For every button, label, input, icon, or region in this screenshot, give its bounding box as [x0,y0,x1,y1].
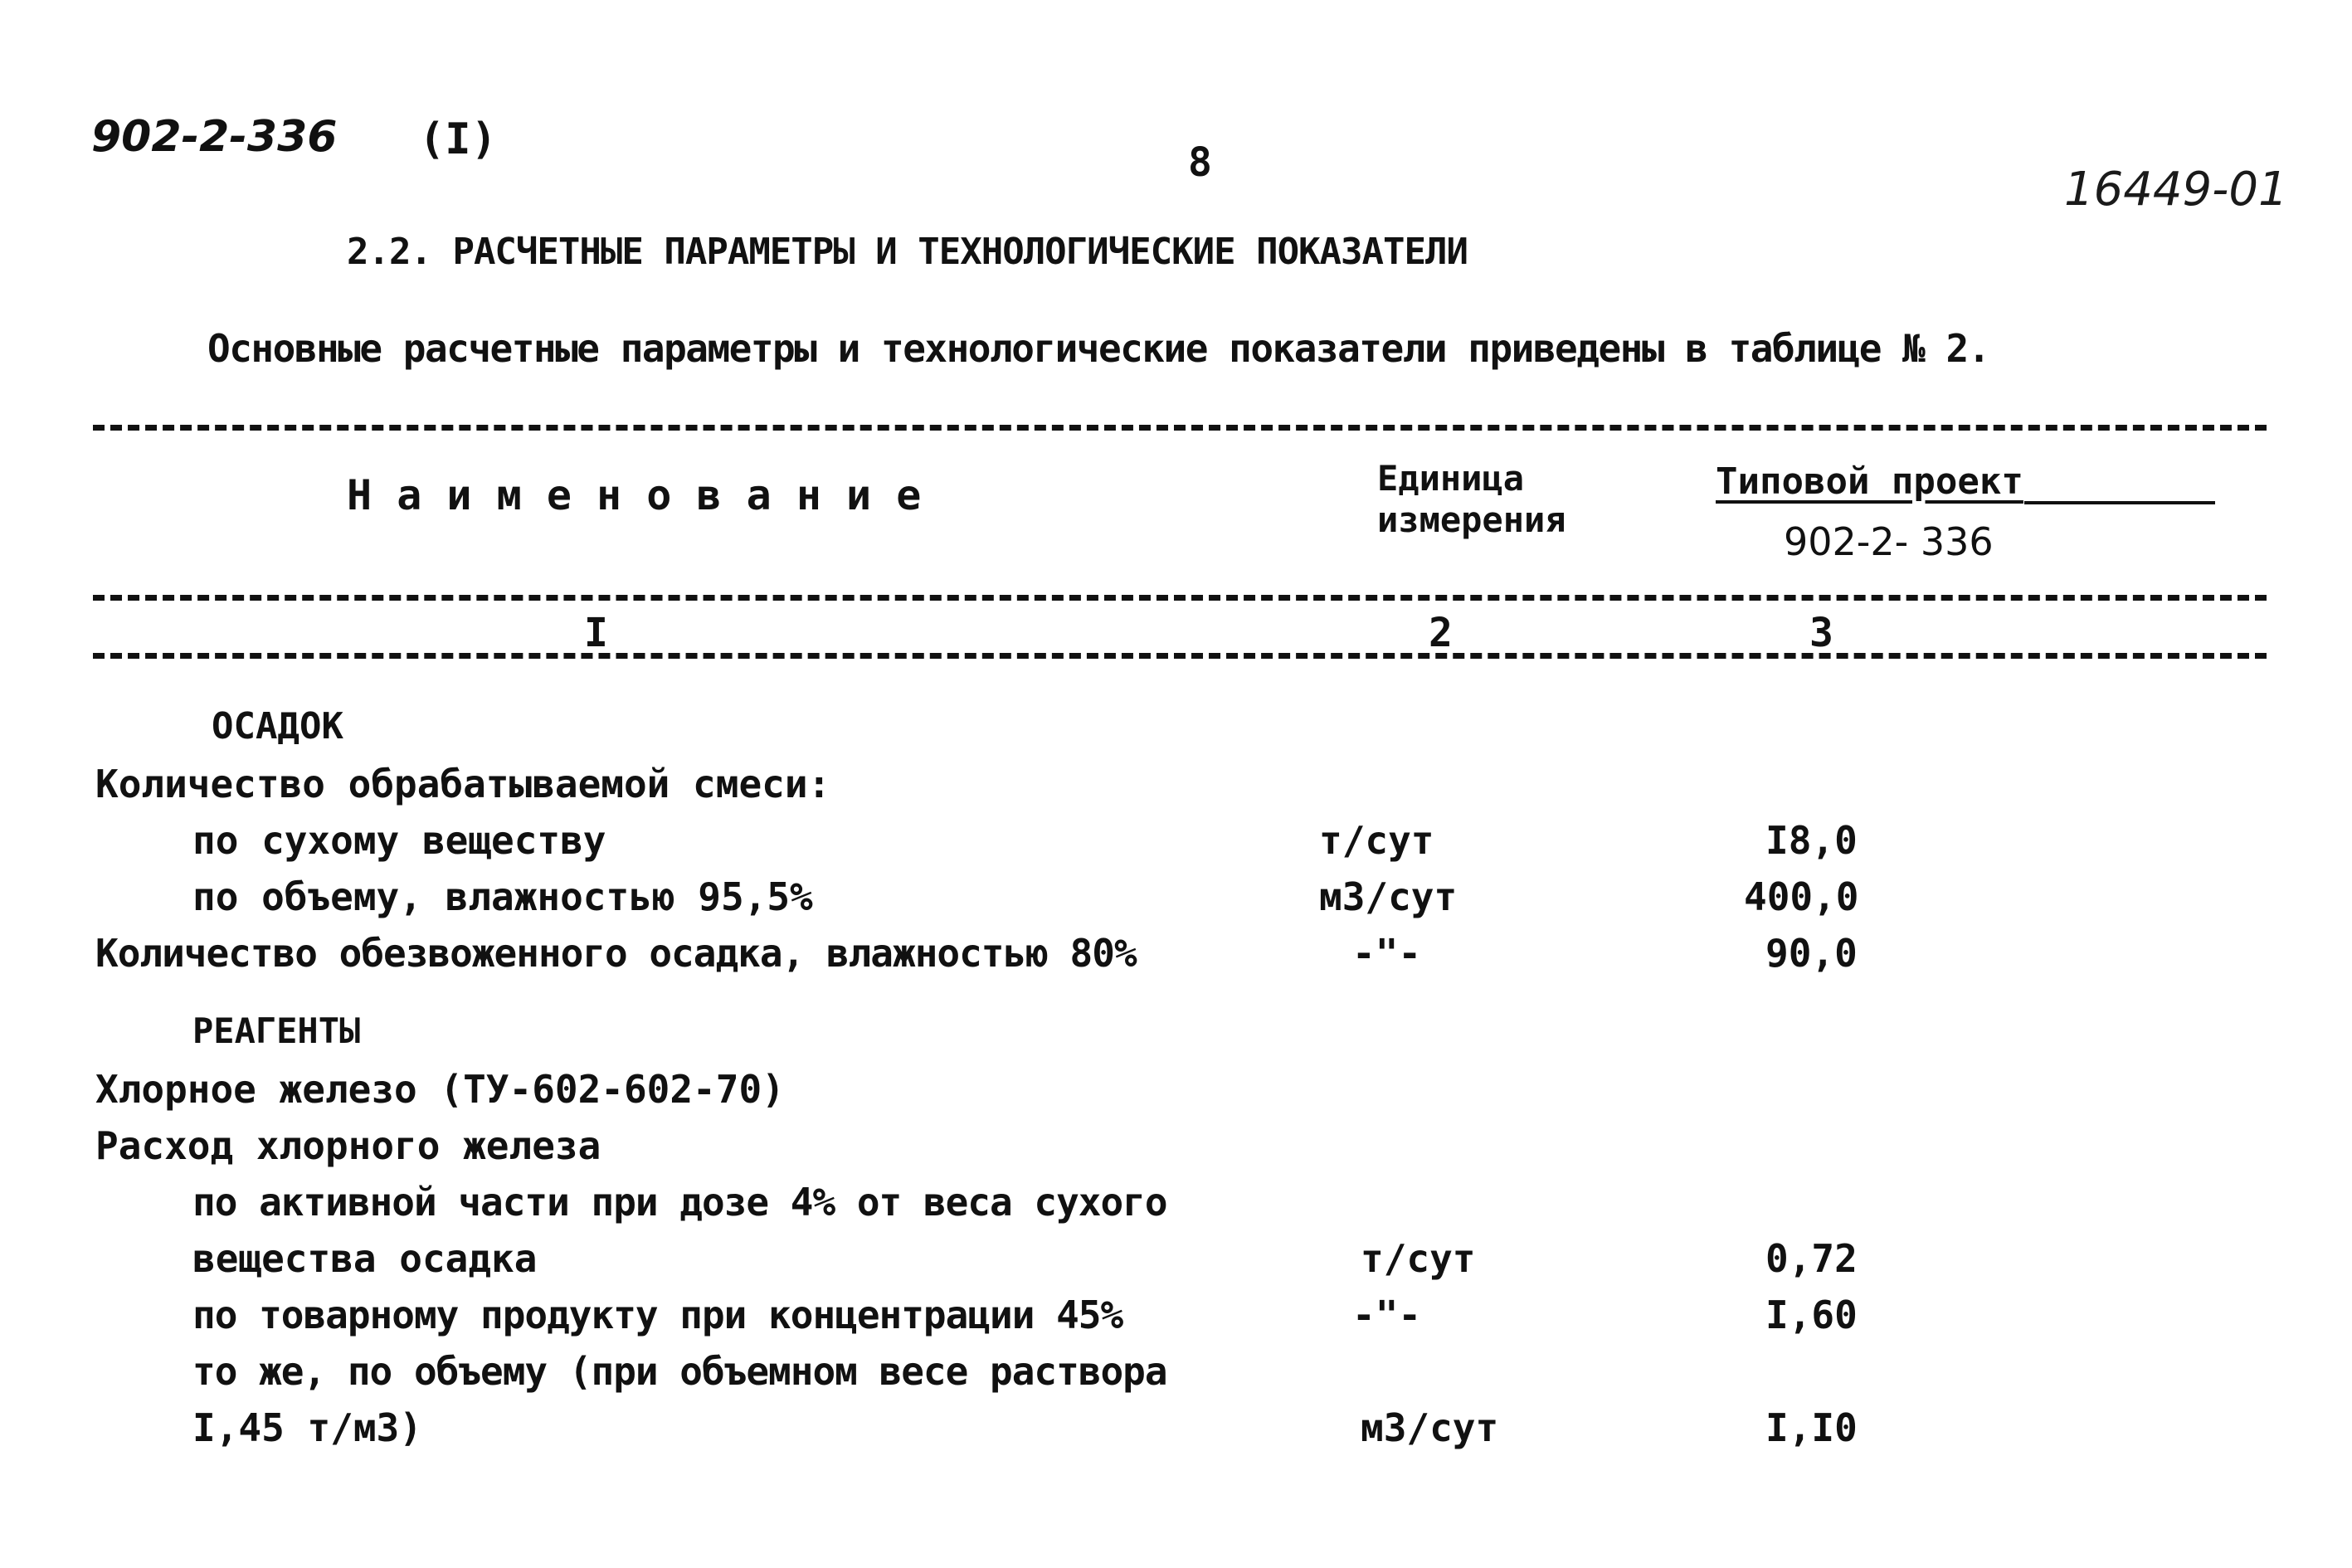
page-number: 8 [1188,139,1212,186]
header-name: Н а и м е н о в а н и е [347,471,922,519]
row-value: I,I0 [1765,1405,1858,1450]
table-row [0,1293,2352,1342]
row-name: по сухому веществу [192,818,606,863]
row-name: I,45 т/м3) [192,1405,422,1450]
volume-label: (I) [419,114,497,164]
table-top-rule [93,425,2267,431]
table-row [0,1349,2352,1399]
table-row [0,1180,2352,1230]
header-unit-line2: измерения [1377,499,1566,540]
header-project-underline-ext [2024,501,2215,504]
row-unit: м3/сут [1319,874,1458,919]
row-value: 90,0 [1765,931,1858,976]
table-row [0,818,2352,868]
header-unit-line1: Единица [1377,458,1525,499]
column-number-2: 2 [1425,610,1456,656]
header-project-line2: 902-2- 336 [1784,519,1994,564]
section-title: 2.2. РАСЧЕТНЫЕ ПАРАМЕТРЫ И ТЕХНОЛОГИЧЕСКИЕ ПОКАЗАТЕЛИ [347,231,1468,273]
row-name: Расход хлорного железа [95,1123,601,1168]
column-number-3: 3 [1806,610,1837,656]
row-value: I,60 [1765,1293,1858,1337]
table-row [0,931,2352,981]
row-name: Количество обрабатываемой смеси: [95,762,831,806]
row-name: Хлорное железо (ТУ-602-602-70) [95,1067,785,1112]
table-row [0,874,2352,924]
header-project-line1: Типовой проект [1716,460,2023,503]
row-name: вещества осадка [192,1236,538,1281]
table-row [0,1405,2352,1455]
row-name: по активной части при дозе 4% от веса сухого [192,1180,1167,1225]
row-name: РЕАГЕНТЫ [192,1010,361,1051]
row-value: 400,0 [1744,874,1859,919]
table-row [0,1010,2352,1060]
intro-text: Основные расчетные параметры и технологические показатели приведены в таблице № 2. [207,326,1989,371]
header-bottom-rule [93,595,2267,601]
table-row [0,1067,2352,1117]
row-unit: м3/сут [1361,1405,1499,1450]
project-code: 902-2-336 [91,112,338,162]
document-number: 16449-01 [2064,163,2288,217]
row-name: ОСАДОК [212,705,343,747]
table-row [0,1236,2352,1286]
row-name: по товарному продукту при концентрации 45% [192,1293,1123,1337]
table-row [0,762,2352,811]
table-row [0,1123,2352,1173]
row-value: I8,0 [1765,818,1858,863]
row-name: Количество обезвоженного осадка, влажностью 80% [95,931,1137,976]
row-unit: т/сут [1361,1236,1476,1281]
column-number-1: I [581,610,611,656]
row-name: то же, по объему (при объемном весе раствора [192,1349,1167,1394]
column-numbers-rule [93,653,2267,659]
row-unit: -"- [1352,931,1422,976]
table-row [0,705,2352,755]
row-name: по объему, влажностью 95,5% [192,874,813,919]
row-unit: т/сут [1319,818,1434,863]
row-value: 0,72 [1765,1236,1858,1281]
row-unit: -"- [1352,1293,1422,1337]
